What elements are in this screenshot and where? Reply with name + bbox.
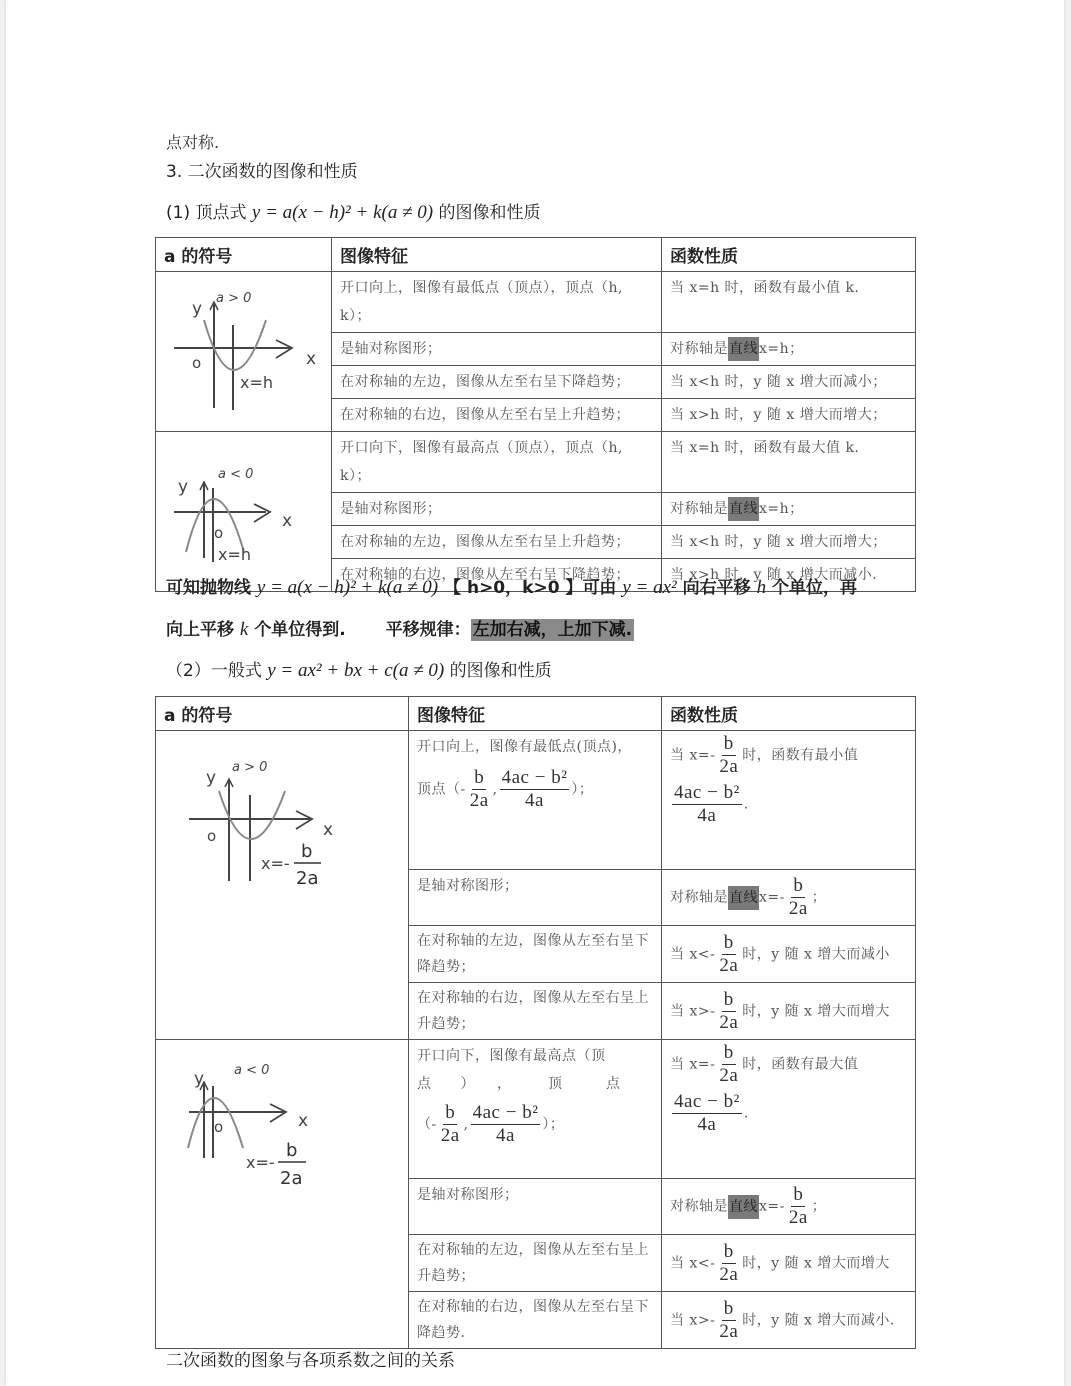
property-text: 当 x>- $\frac{b}{2a}$ 时，y 随 x 增大而增大 (662, 983, 916, 1040)
parabola-down-graph-icon (156, 440, 331, 580)
feature-text: 是轴对称图形； (332, 493, 662, 526)
svg-text:a > 0: a > 0 (232, 760, 268, 775)
feature-text: 在对称轴的左边，图像从左至右呈上升趋势； (332, 526, 662, 559)
header-feature: 图像特征 (332, 238, 662, 272)
header-property: 函数性质 (662, 697, 916, 731)
property-text: 当 x=h 时，函数有最小值 k. (662, 272, 916, 333)
graph-cell-a-positive (156, 272, 332, 432)
property-max-cell: 当 x=- $\frac{b}{2a}$ 时，函数有最大值 $\frac{\text{4ac − b²}}{4a}$ . (662, 1040, 916, 1179)
sub1-suffix: 的图像和性质 (438, 203, 541, 223)
general-form-table (155, 696, 916, 1349)
svg-text:2a: 2a (280, 1168, 303, 1189)
svg-text:x: x (282, 510, 293, 531)
y-axis-label: y (192, 298, 203, 319)
property-text: 当 x<- $\frac{b}{2a}$ 时，y 随 x 增大而减小 (662, 926, 916, 983)
property-min-cell: 当 x=- $\frac{b}{2a}$ 时，函数有最小值 $\frac{\text{4ac − b²}}{4a}$ . (662, 731, 916, 870)
translation-paragraph-line1: 可知抛物线 y = a(x − h)² + k(a ≠ 0) 【 h>0，k>0 】可由 y = ax² 向右平移 h 个单位，再 (166, 577, 858, 598)
feature-text: 在对称轴的左边，图像从左至右呈上升趋势； (409, 1235, 662, 1292)
feature-vertex-cell: 开口向上，图像有最低点(顶点)， 顶点（- $\frac{b}{2a}$ , $\frac{\text{4ac − b²}}{4a}$ ）； (409, 731, 662, 870)
svg-text:x: x (323, 820, 334, 840)
vertex-form-table (155, 237, 916, 592)
document-page (6, 0, 1064, 1386)
feature-text: 在对称轴的右边，图像从左至右呈上升趋势； (409, 983, 662, 1040)
translation-rule-highlight: 左加右减，上加下减. (472, 620, 633, 640)
highlight: 直线 (728, 497, 759, 521)
feature-text: 是轴对称图形； (409, 1179, 662, 1235)
feature-text: 在对称轴的右边，图像从左至右呈下降趋势； (332, 559, 662, 592)
svg-text:b: b (286, 1140, 298, 1161)
svg-text:o: o (214, 1118, 224, 1136)
highlight: 直线 (728, 337, 759, 361)
sign-label: a < 0 (218, 466, 254, 482)
svg-text:y: y (178, 476, 189, 497)
svg-text:o: o (207, 827, 217, 845)
header-property: 函数性质 (662, 238, 916, 272)
property-text: 当 x<h 时，y 随 x 增大而增大； (662, 526, 916, 559)
highlight: 直线 (728, 886, 759, 910)
svg-text:x: x (298, 1111, 309, 1131)
graph-cell-a-negative (156, 432, 332, 592)
feature-vertex-cell: 开口向下，图像有最高点（顶 点 ） ， 顶 点 （- $\frac{b}{2a}$ , $\frac{\text{4ac − b²}}{4a}$ ）； (409, 1040, 662, 1179)
highlight: 直线 (728, 1195, 759, 1219)
property-text: 对称轴是直线x=- $\frac{b}{2a}$ ； (662, 1179, 916, 1235)
subsection-vertex-form (166, 198, 541, 224)
header-feature: 图像特征 (409, 697, 662, 731)
svg-text:o: o (214, 523, 224, 542)
parabola-up-graph-icon (156, 731, 406, 901)
translation-paragraph-line2: 向上平移 k 个单位得到. 平移规律： 左加右减，上加下减. (166, 619, 633, 640)
graph-cell-a-positive (156, 731, 409, 1040)
sub1-prefix: (1) 顶点式 (166, 203, 247, 223)
section-title: 3. 二次函数的图像和性质 (166, 162, 358, 182)
feature-text: 开口向下，图像有最高点（顶点），顶点（h, k）； (332, 432, 662, 493)
svg-text:o: o (192, 353, 202, 372)
property-text: 当 x>h 时，y 随 x 增大而增大； (662, 399, 916, 432)
feature-text: 是轴对称图形； (332, 333, 662, 366)
property-text: 当 x<h 时，y 随 x 增大而减小； (662, 366, 916, 399)
property-text: 当 x<- $\frac{b}{2a}$ 时，y 随 x 增大而增大 (662, 1235, 916, 1292)
parabola-up-graph-icon (156, 280, 331, 420)
feature-text: 是轴对称图形； (409, 870, 662, 926)
property-text: 对称轴是直线x=- $\frac{b}{2a}$ ； (662, 870, 916, 926)
axis-of-symmetry-label: x=h (240, 372, 274, 392)
parabola-down-graph-icon (156, 1040, 406, 1200)
graph-cell-a-negative (156, 1040, 409, 1349)
feature-text: 开口向上，图像有最低点（顶点），顶点（h, k）； (332, 272, 662, 333)
svg-text:y: y (194, 1069, 205, 1089)
vertex-form-formula: y = a(x − h)² + k(a ≠ 0) (251, 202, 434, 223)
svg-text:x=-: x=- (261, 854, 290, 873)
sign-label: a > 0 (216, 290, 252, 306)
feature-text: 在对称轴的右边，图像从左至右呈上升趋势； (332, 399, 662, 432)
property-text: 当 x>h 时，y 随 x 增大而减小. (662, 559, 916, 592)
svg-text:x=h: x=h (218, 544, 252, 564)
intro-tail-text: 点对称. (166, 133, 220, 152)
header-sign: a 的符号 (156, 697, 409, 731)
svg-text:x=-: x=- (246, 1153, 275, 1172)
svg-text:2a: 2a (296, 868, 319, 889)
svg-text:x: x (306, 348, 317, 369)
footer-heading: 二次函数的图象与各项系数之间的关系 (166, 1351, 455, 1371)
feature-text: 在对称轴的左边，图像从左至右呈下降趋势； (332, 366, 662, 399)
property-text: 当 x>- $\frac{b}{2a}$ 时，y 随 x 增大而减小. (662, 1292, 916, 1349)
svg-text:b: b (301, 841, 313, 862)
subsection-general-form: （2）一般式 y = ax² + bx + c(a ≠ 0) 的图像和性质 (166, 660, 552, 681)
property-text: 当 x=h 时，函数有最大值 k. (662, 432, 916, 493)
sign-label: a < 0 (234, 1063, 270, 1078)
feature-text: 在对称轴的右边，图像从左至右呈下降趋势. (409, 1292, 662, 1349)
property-text: 对称轴是直线x=h； (662, 333, 916, 366)
feature-text: 在对称轴的左边，图像从左至右呈下降趋势； (409, 926, 662, 983)
svg-text:y: y (206, 768, 217, 788)
property-text: 对称轴是直线x=h； (662, 493, 916, 526)
header-sign: a 的符号 (156, 238, 332, 272)
